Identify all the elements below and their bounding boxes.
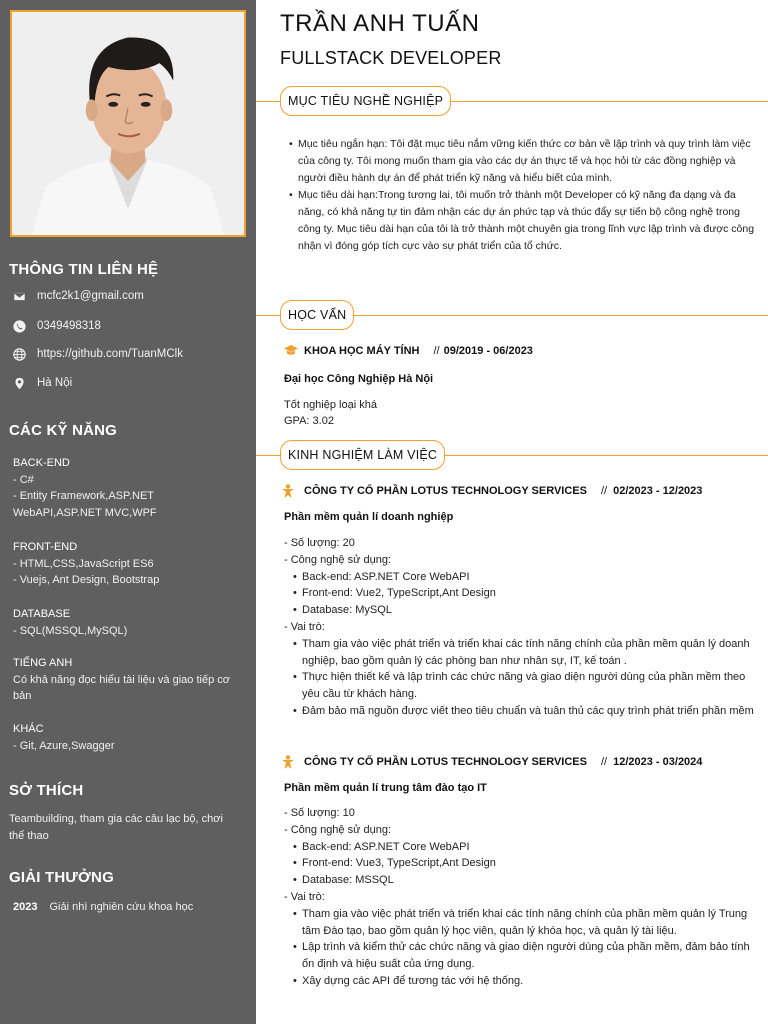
- skill-line: Có khả năng đọc hiểu tài liệu và giao tiếp cơ bản: [13, 673, 230, 702]
- job-details: [284, 805, 762, 990]
- education-degree: Tốt nghiệp loại khá: [284, 399, 377, 411]
- location-text: Hà Nội: [37, 377, 73, 389]
- objective-item: • Mục tiêu dài hạn:Trong tương lai, tôi muốn trở thành một Developer có kỹ năng đa dạng và đa năng, có khả năng tự tin đảm nhận các dự án phức tạp và thúc đẩy sự tiến bộ công nghệ trong công ty. Mục tiêu dài hạn của tôi là trở thành một chuyên gia trong lĩnh vực lập trình và được công nhận vì đóng góp tích cực vào sự phát triển của tổ chức.: [290, 187, 760, 255]
- job-details: [284, 535, 762, 720]
- job-tech-item: • Front-end: Vue3, TypeScript,Ant Design: [302, 855, 762, 872]
- contact-location: [12, 375, 72, 391]
- job-team-size: - Số lượng: 10: [284, 807, 355, 819]
- education-program: KHOA HỌC MÁY TÍNH: [304, 345, 420, 357]
- skill-group-backend: [13, 455, 245, 521]
- skill-category: TIẾNG ANH: [13, 657, 73, 669]
- sidebar: [0, 0, 256, 1024]
- skill-category: FRONT-END: [13, 541, 78, 553]
- job-project-title: Phần mềm quản lí trung tâm đào tạo IT: [284, 782, 487, 794]
- award-section-title: GIẢI THƯỞNG: [9, 869, 114, 886]
- job-role-label: - Vai trò:: [284, 890, 325, 903]
- envelope-icon: [12, 289, 26, 303]
- education-section-header: [256, 300, 768, 330]
- skill-line: - HTML,CSS,JavaScript ES6: [13, 557, 154, 570]
- skill-group-frontend: [13, 539, 245, 589]
- job-period: 12/2023 - 03/2024: [613, 756, 703, 768]
- experience-section-header: [256, 440, 768, 470]
- skill-line: - Vuejs, Ant Design, Bootstrap: [13, 574, 160, 586]
- skill-line: - Git, Azure,Swagger: [13, 739, 115, 752]
- candidate-role: FULLSTACK DEVELOPER: [280, 48, 502, 68]
- email-text: mcfc2k1@gmail.com: [37, 290, 144, 302]
- job-tech-label: - Công nghệ sử dụng:: [284, 823, 392, 836]
- contact-phone[interactable]: [12, 318, 101, 334]
- job-role-item: • Tham gia vào việc phát triển và triển khai các tính năng chính của phần mềm quản lý Trung tâm Đào tạo, bao gồm quản lý học viên, quản lý khóa học, và quản lý tài liệu.: [302, 906, 762, 940]
- job-project-title: Phần mềm quản lí doanh nghiệp: [284, 511, 454, 523]
- skills-section-title: CÁC KỸ NĂNG: [9, 422, 118, 439]
- job-header: [282, 755, 702, 769]
- job-role-item: • Tham gia vào việc phát triển và triển khai các tính năng chính của phần mềm quản lý doanh nghiệp, bao gồm quản lý các phòng ban như nhân sự, IT, kế toán .: [302, 636, 762, 670]
- objective-section-title: MỤC TIÊU NGHỀ NGHIỆP: [280, 86, 451, 116]
- job-period: 02/2023 - 12/2023: [613, 485, 703, 497]
- contact-email[interactable]: [12, 288, 144, 304]
- job-company: CÔNG TY CỔ PHẦN LOTUS TECHNOLOGY SERVICES: [304, 756, 587, 768]
- profile-photo: [10, 10, 246, 237]
- job-role-item: • Thực hiện thiết kế và lập trình các chức năng và giao diện người dùng của phần mềm theo yêu cầu từ khách hàng.: [302, 669, 762, 703]
- job-tech-label: - Công nghệ sử dụng:: [284, 553, 392, 566]
- objective-list: [290, 136, 760, 255]
- skill-category: DATABASE: [13, 608, 71, 620]
- hobby-section-title: SỞ THÍCH: [9, 782, 84, 799]
- phone-text: 0349498318: [37, 320, 101, 332]
- job-role-item: • Đảm bảo mã nguồn được viết theo tiêu chuẩn và tuân thủ các quy trình phát triển phần mềm: [302, 703, 762, 720]
- job-team-size: - Số lượng: 20: [284, 537, 355, 549]
- skill-group-database: [13, 606, 245, 639]
- job-role-item: • Lập trình và kiểm thử các chức năng và giao diện người dùng của phần mềm, đảm bảo tính ổn định và hiệu suất của ứng dụng.: [302, 939, 762, 973]
- skill-line: - C#: [13, 473, 34, 486]
- map-pin-icon: [12, 376, 26, 390]
- skill-group-other: [13, 721, 245, 754]
- skill-group-english: [13, 655, 245, 705]
- main-content: [256, 0, 768, 1024]
- contact-section-title: THÔNG TIN LIÊN HỆ: [9, 261, 159, 278]
- candidate-name: TRẦN ANH TUẤN: [280, 10, 480, 37]
- education-school: Đại học Công Nghiệp Hà Nội: [284, 373, 434, 385]
- skill-category: KHÁC: [13, 723, 44, 735]
- education-section-title: HỌC VẤN: [280, 300, 354, 330]
- objective-section-header: [256, 86, 768, 116]
- person-icon: [282, 755, 304, 769]
- job-separator: //: [600, 485, 608, 497]
- job-tech-item: • Database: MSSQL: [302, 872, 762, 889]
- job-tech-item: • Front-end: Vue2, TypeScript,Ant Design: [302, 585, 762, 602]
- education-period: 09/2019 - 06/2023: [443, 345, 533, 357]
- education-separator: //: [433, 345, 440, 357]
- job-tech-item: • Database: MySQL: [302, 602, 762, 619]
- award-year: 2023: [13, 901, 38, 913]
- person-icon: [282, 484, 304, 498]
- job-company: CÔNG TY CỔ PHẦN LOTUS TECHNOLOGY SERVICES: [304, 485, 587, 497]
- job-role-item: • Xây dựng các API để tương tác với hệ thống.: [302, 973, 762, 990]
- phone-icon: [12, 319, 26, 333]
- job-separator: //: [600, 756, 608, 768]
- github-link: https://github.com/TuanMClk: [37, 348, 183, 360]
- award-text: Giải nhì nghiên cứu khoa học: [49, 901, 194, 913]
- contact-github[interactable]: [12, 346, 183, 362]
- experience-section-title: KINH NGHIỆM LÀM VIỆC: [280, 440, 445, 470]
- skill-line: - SQL(MSSQL,MySQL): [13, 624, 128, 637]
- job-tech-item: • Back-end: ASP.NET Core WebAPI: [302, 839, 762, 856]
- job-tech-item: • Back-end: ASP.NET Core WebAPI: [302, 569, 762, 586]
- graduation-cap-icon: [284, 345, 304, 357]
- job-header: [282, 484, 702, 498]
- objective-item: • Mục tiêu ngắn hạn: Tôi đặt mục tiêu nắm vững kiến thức cơ bản về lập trình và quy trình làm việc của công ty. Tôi mong muốn tham gia vào các dự án thực tế và học hỏi từ các đồng nghiệp và người điều hành dự án để phát triển kỹ năng và hiểu biết của mình.: [290, 136, 760, 187]
- education-entry: [284, 345, 533, 357]
- job-role-label: - Vai trò:: [284, 620, 325, 633]
- education-gpa: GPA: 3.02: [284, 415, 334, 427]
- skill-line: - Entity Framework,ASP.NET WebAPI,ASP.NET MVC,WPF: [13, 490, 157, 519]
- hobby-text: Teambuilding, tham gia các câu lạc bộ, chơi thể thao: [9, 813, 223, 842]
- award-item: [13, 901, 193, 913]
- globe-icon: [12, 347, 26, 361]
- skill-category: BACK-END: [13, 457, 70, 469]
